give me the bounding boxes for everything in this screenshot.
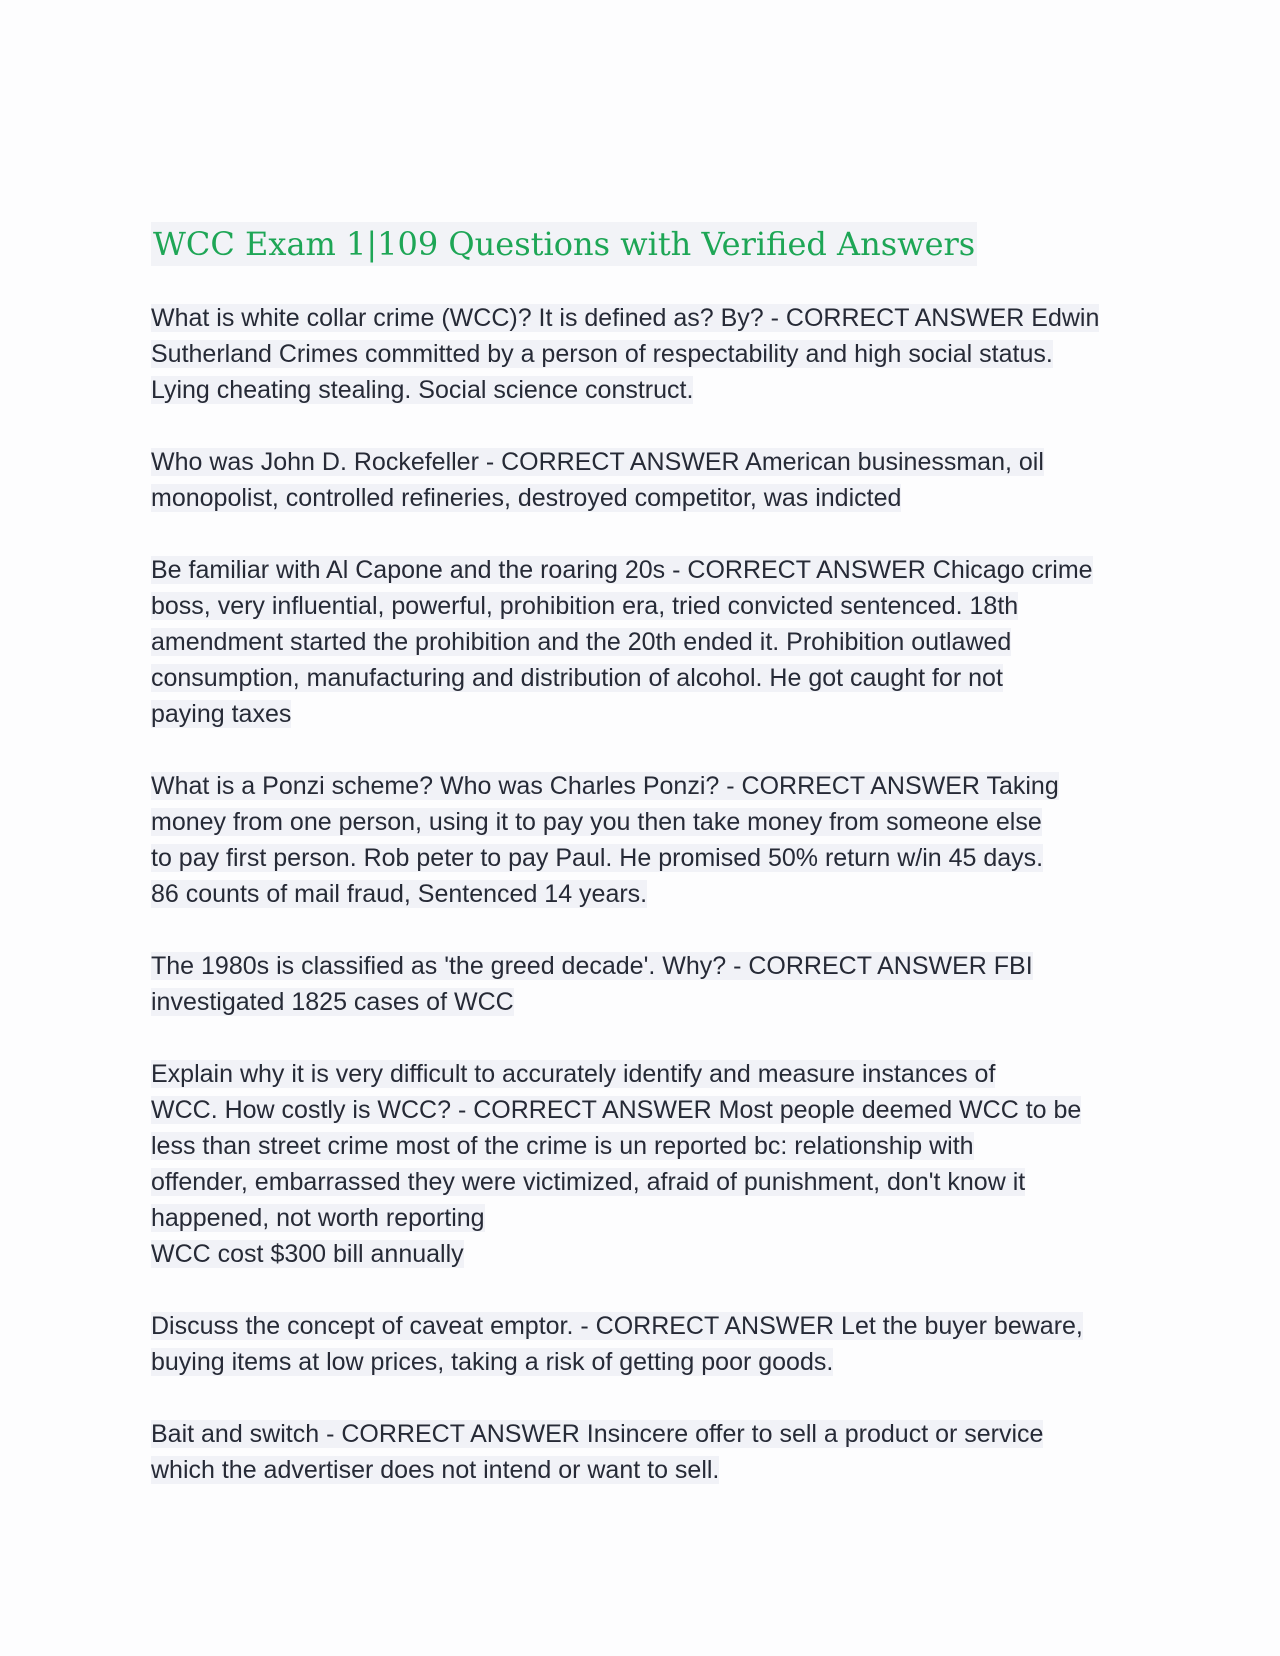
qa-line: which the advertiser does not intend or want to sell. <box>151 1456 720 1484</box>
qa-line: 86 counts of mail fraud, Sentenced 14 years. <box>151 880 648 908</box>
qa-item <box>151 444 1131 516</box>
qa-line: buying items at low prices, taking a risk of getting poor goods. <box>151 1348 834 1376</box>
qa-line: Explain why it is very difficult to accurately identify and measure instances of <box>151 1060 996 1088</box>
qa-line: monopolist, controlled refineries, destroyed competitor, was indicted <box>151 484 902 512</box>
qa-line: consumption, manufacturing and distribution of alcohol. He got caught for not <box>151 664 1003 692</box>
qa-line: Bait and switch - CORRECT ANSWER Insincere offer to sell a product or service <box>151 1420 1044 1448</box>
qa-item <box>151 948 1131 1020</box>
qa-line: money from one person, using it to pay you then take money from someone else <box>151 808 1042 836</box>
qa-item <box>151 300 1131 408</box>
qa-line: paying taxes <box>151 700 292 728</box>
qa-line: offender, embarrassed they were victimized, afraid of punishment, don't know it <box>151 1168 1026 1196</box>
document-title: WCC Exam 1|109 Questions with Verified Answers <box>151 222 977 266</box>
qa-line: What is a Ponzi scheme? Who was Charles Ponzi? - CORRECT ANSWER Taking <box>151 772 1059 800</box>
qa-line: WCC cost $300 bill annually <box>151 1240 464 1268</box>
qa-line: Be familiar with Al Capone and the roaring 20s - CORRECT ANSWER Chicago crime <box>151 556 1093 584</box>
qa-line: Who was John D. Rockefeller - CORRECT ANSWER American businessman, oil <box>151 448 1044 476</box>
qa-line: The 1980s is classified as 'the greed decade'. Why? - CORRECT ANSWER FBI <box>151 952 1033 980</box>
qa-line: amendment started the prohibition and the 20th ended it. Prohibition outlawed <box>151 628 1012 656</box>
qa-line: WCC. How costly is WCC? - CORRECT ANSWER Most people deemed WCC to be <box>151 1096 1082 1124</box>
qa-line: What is white collar crime (WCC)? It is defined as? By? - CORRECT ANSWER Edwin <box>151 304 1100 332</box>
qa-line: boss, very influential, powerful, prohibition era, tried convicted sentenced. 18th <box>151 592 1019 620</box>
qa-line: happened, not worth reporting <box>151 1204 485 1232</box>
qa-line: Sutherland Crimes committed by a person of respectability and high social status. <box>151 340 1053 368</box>
qa-line: Lying cheating stealing. Social science construct. <box>151 376 694 404</box>
qa-line: to pay first person. Rob peter to pay Paul. He promised 50% return w/in 45 days. <box>151 844 1044 872</box>
qa-item <box>151 1308 1131 1380</box>
qa-list <box>151 300 1131 1524</box>
qa-item <box>151 552 1131 732</box>
qa-item <box>151 1416 1131 1488</box>
qa-item <box>151 1056 1131 1272</box>
qa-line: Discuss the concept of caveat emptor. - CORRECT ANSWER Let the buyer beware, <box>151 1312 1083 1340</box>
qa-item <box>151 768 1131 912</box>
qa-line: less than street crime most of the crime is un reported bc: relationship with <box>151 1132 974 1160</box>
qa-line: investigated 1825 cases of WCC <box>151 988 514 1016</box>
